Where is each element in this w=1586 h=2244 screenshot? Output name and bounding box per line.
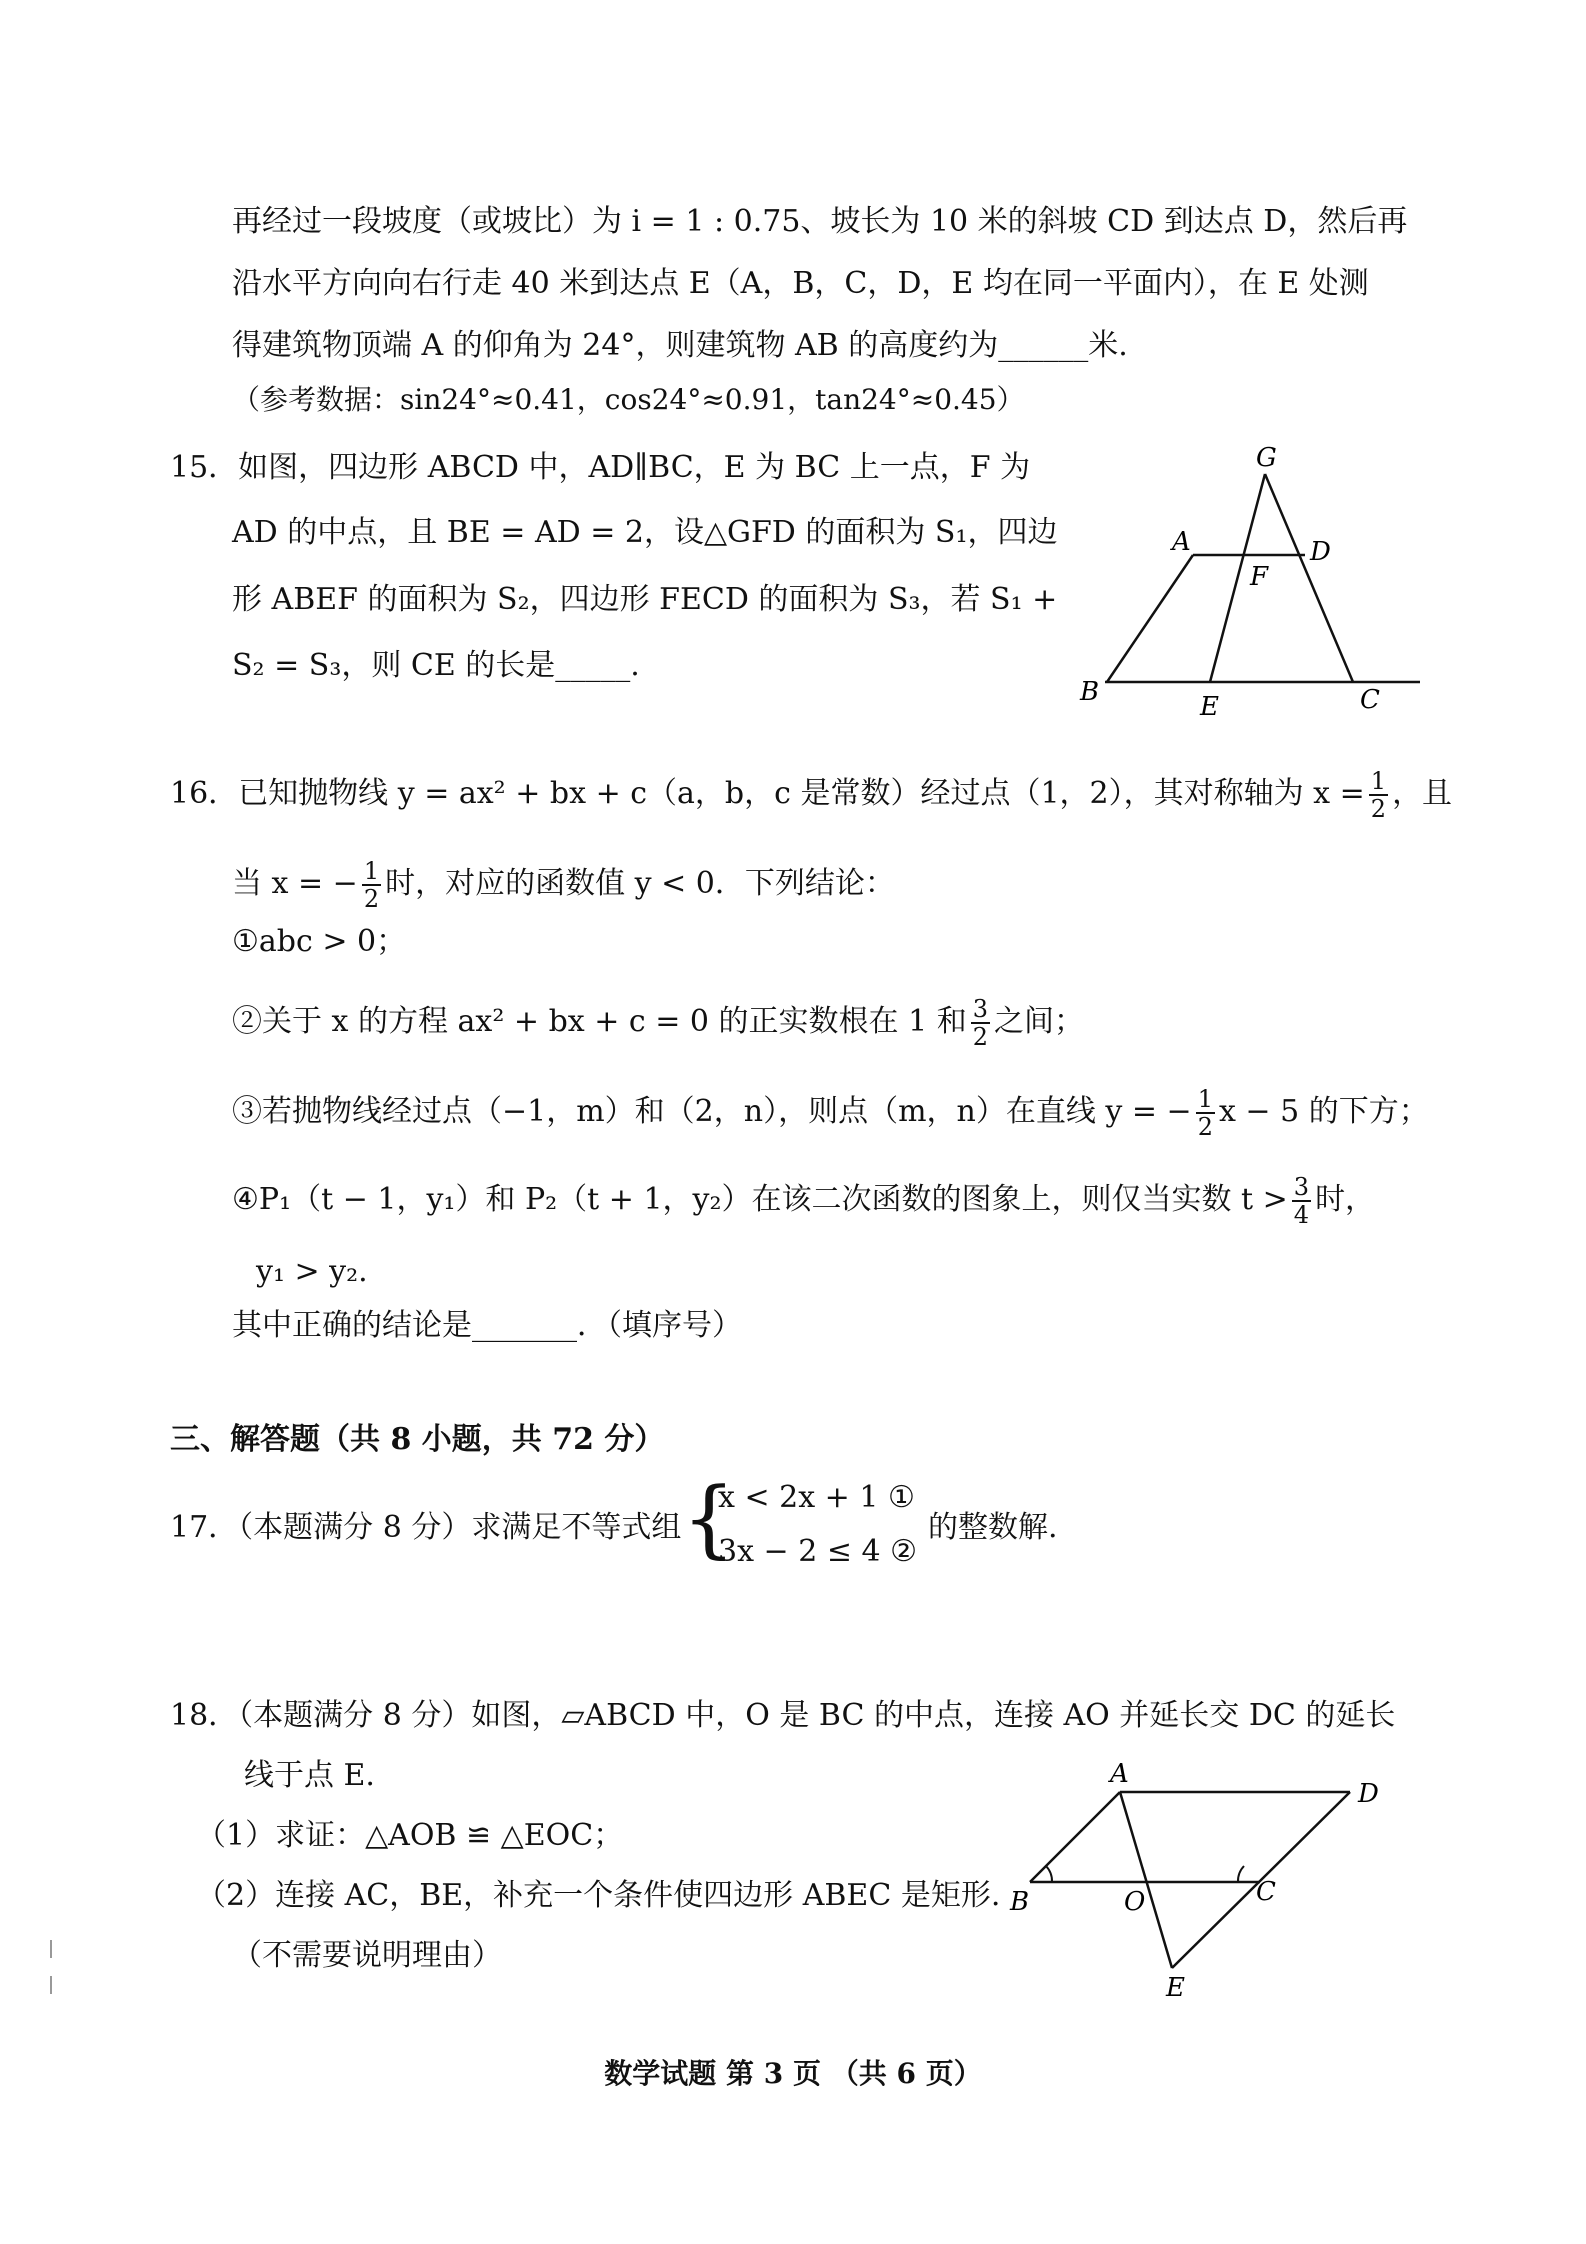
q18-part-1: （1）求证：△AOB ≌ △EOC； (196, 1818, 624, 1853)
q15-line-3: 形 ABEF 的面积为 S₂，四边形 FECD 的面积为 S₃，若 S₁ + (232, 582, 1058, 617)
fraction-one-half (1369, 768, 1388, 822)
fraction-denominator: 2 (1370, 795, 1387, 823)
q18-part-3: （不需要说明理由） (232, 1938, 502, 1973)
q16-conclusion-4-line-2: y₁ > y₂. (256, 1254, 368, 1289)
q16-line-1-end: ，且 (1392, 776, 1453, 811)
q18-label-o: O (1124, 1887, 1146, 1917)
q15-line-1: 15．如图，四边形 ABCD 中，AD∥BC，E 为 BC 上一点，F 为 (170, 450, 1031, 485)
q15-line-ab (1107, 555, 1193, 682)
q16-conclusion-3-end: x − 5 的下方； (1218, 1094, 1429, 1129)
q17-prompt-end: 的整数解. (928, 1510, 1058, 1545)
q18-parallelogram-figure (1000, 1760, 1420, 2010)
fraction-one-half (1196, 1086, 1215, 1140)
q15-trapezoid-figure (1060, 440, 1430, 730)
q15-label-e: E (1200, 692, 1219, 722)
fraction-three-quarters (1292, 1174, 1311, 1228)
q16-line-1 (170, 762, 1452, 826)
fraction-numerator: 1 (1197, 1085, 1213, 1113)
fraction-denominator: 2 (363, 885, 380, 913)
scan-mark (50, 1976, 52, 1994)
q15-label-d: D (1310, 537, 1331, 567)
q16-line-2-end: 时，对应的函数值 y < 0．下列结论： (385, 866, 895, 901)
q14-line-1: 再经过一段坡度（或坡比）为 i = 1 : 0.75、坡长为 10 米的斜坡 CD 到达点 D，然后再 (232, 204, 1408, 239)
system-brace: { (682, 1469, 736, 1567)
q16-answer-prompt: 其中正确的结论是_______．（填序号） (232, 1308, 742, 1343)
q14-reference-data: （参考数据：sin24°≈0.41，cos24°≈0.91，tan24°≈0.45） (232, 383, 1025, 416)
q16-conclusion-3-text: ③若抛物线经过点（−1，m）和（2，n），则点（m，n）在直线 y = − (232, 1094, 1192, 1129)
q16-conclusion-1: ①abc > 0； (232, 924, 407, 959)
q15-label-a: A (1172, 527, 1191, 557)
q17-prompt: 17．（本题满分 8 分）求满足不等式组 (170, 1510, 682, 1545)
q18-line-ab (1030, 1792, 1120, 1882)
section-3-title: 三、解答题（共 8 小题，共 72 分） (170, 1422, 665, 1457)
q18-line-1: 18．（本题满分 8 分）如图，▱ABCD 中，O 是 BC 的中点，连接 AO 并延长交 DC 的延长 (170, 1698, 1396, 1733)
fraction-one-half (362, 858, 381, 912)
q18-part-2: （2）连接 AC，BE，补充一个条件使四边形 ABEC 是矩形. (196, 1878, 1001, 1913)
q16-conclusion-2-text: ②关于 x 的方程 ax² + bx + c = 0 的正实数根在 1 和 (232, 1004, 967, 1039)
scan-mark (50, 1940, 52, 1958)
q17-inequality-1: x < 2x + 1 ① (718, 1480, 915, 1515)
q18-label-a: A (1110, 1760, 1129, 1789)
q16-conclusion-4 (232, 1168, 1375, 1232)
q15-label-f: F (1250, 562, 1269, 592)
q18-label-d: D (1358, 1779, 1379, 1809)
q15-label-g: G (1256, 443, 1277, 473)
fraction-three-halves (971, 996, 990, 1050)
q16-conclusion-2-end: 之间； (993, 1004, 1084, 1039)
fraction-numerator: 1 (1370, 767, 1387, 795)
q16-line-2 (232, 852, 895, 916)
fraction-denominator: 2 (1197, 1113, 1213, 1141)
q15-line-2: AD 的中点，且 BE = AD = 2，设△GFD 的面积为 S₁，四边 (232, 515, 1058, 550)
q16-line-2-text: 当 x = − (232, 866, 358, 901)
fraction-numerator: 3 (1293, 1173, 1310, 1201)
q16-conclusion-4-text: ④P₁（t − 1，y₁）和 P₂（t + 1，y₂）在该二次函数的图象上，则仅当实数 t > (232, 1182, 1288, 1217)
angle-mark-b (1046, 1866, 1052, 1882)
q16-conclusion-3 (232, 1080, 1429, 1144)
q18-label-c: C (1256, 1877, 1276, 1907)
fraction-denominator: 4 (1293, 1201, 1310, 1229)
fraction-numerator: 3 (972, 995, 988, 1023)
q15-line-4: S₂ = S₃，则 CE 的长是_____. (232, 648, 640, 683)
fraction-numerator: 1 (363, 857, 380, 885)
q15-label-c: C (1360, 685, 1380, 715)
q14-line-3: 得建筑物顶端 A 的仰角为 24°，则建筑物 AB 的高度约为______米. (232, 328, 1128, 363)
q16-conclusion-4-end: 时， (1315, 1182, 1376, 1217)
fraction-denominator: 2 (972, 1023, 988, 1051)
page-footer: 数学试题 第 3 页 （共 6 页） (604, 2057, 982, 2090)
q18-line-2: 线于点 E. (244, 1758, 375, 1793)
q15-line-gc (1265, 474, 1353, 682)
q16-line-1-text: 16．已知抛物线 y = ax² + bx + c（a，b，c 是常数）经过点（1，2），其对称轴为 x = (170, 776, 1365, 811)
q15-label-b: B (1080, 677, 1100, 707)
q18-line-ae (1120, 1792, 1172, 1968)
q17-inequality-2: 3x − 2 ≤ 4 ② (718, 1534, 918, 1569)
angle-mark-c (1238, 1866, 1244, 1882)
q18-label-b: B (1010, 1887, 1030, 1917)
q16-conclusion-2 (232, 990, 1084, 1054)
q18-label-e: E (1166, 1973, 1185, 2003)
q14-line-2: 沿水平方向向右行走 40 米到达点 E（A，B，C，D，E 均在同一平面内），在 E 处测 (232, 266, 1369, 301)
